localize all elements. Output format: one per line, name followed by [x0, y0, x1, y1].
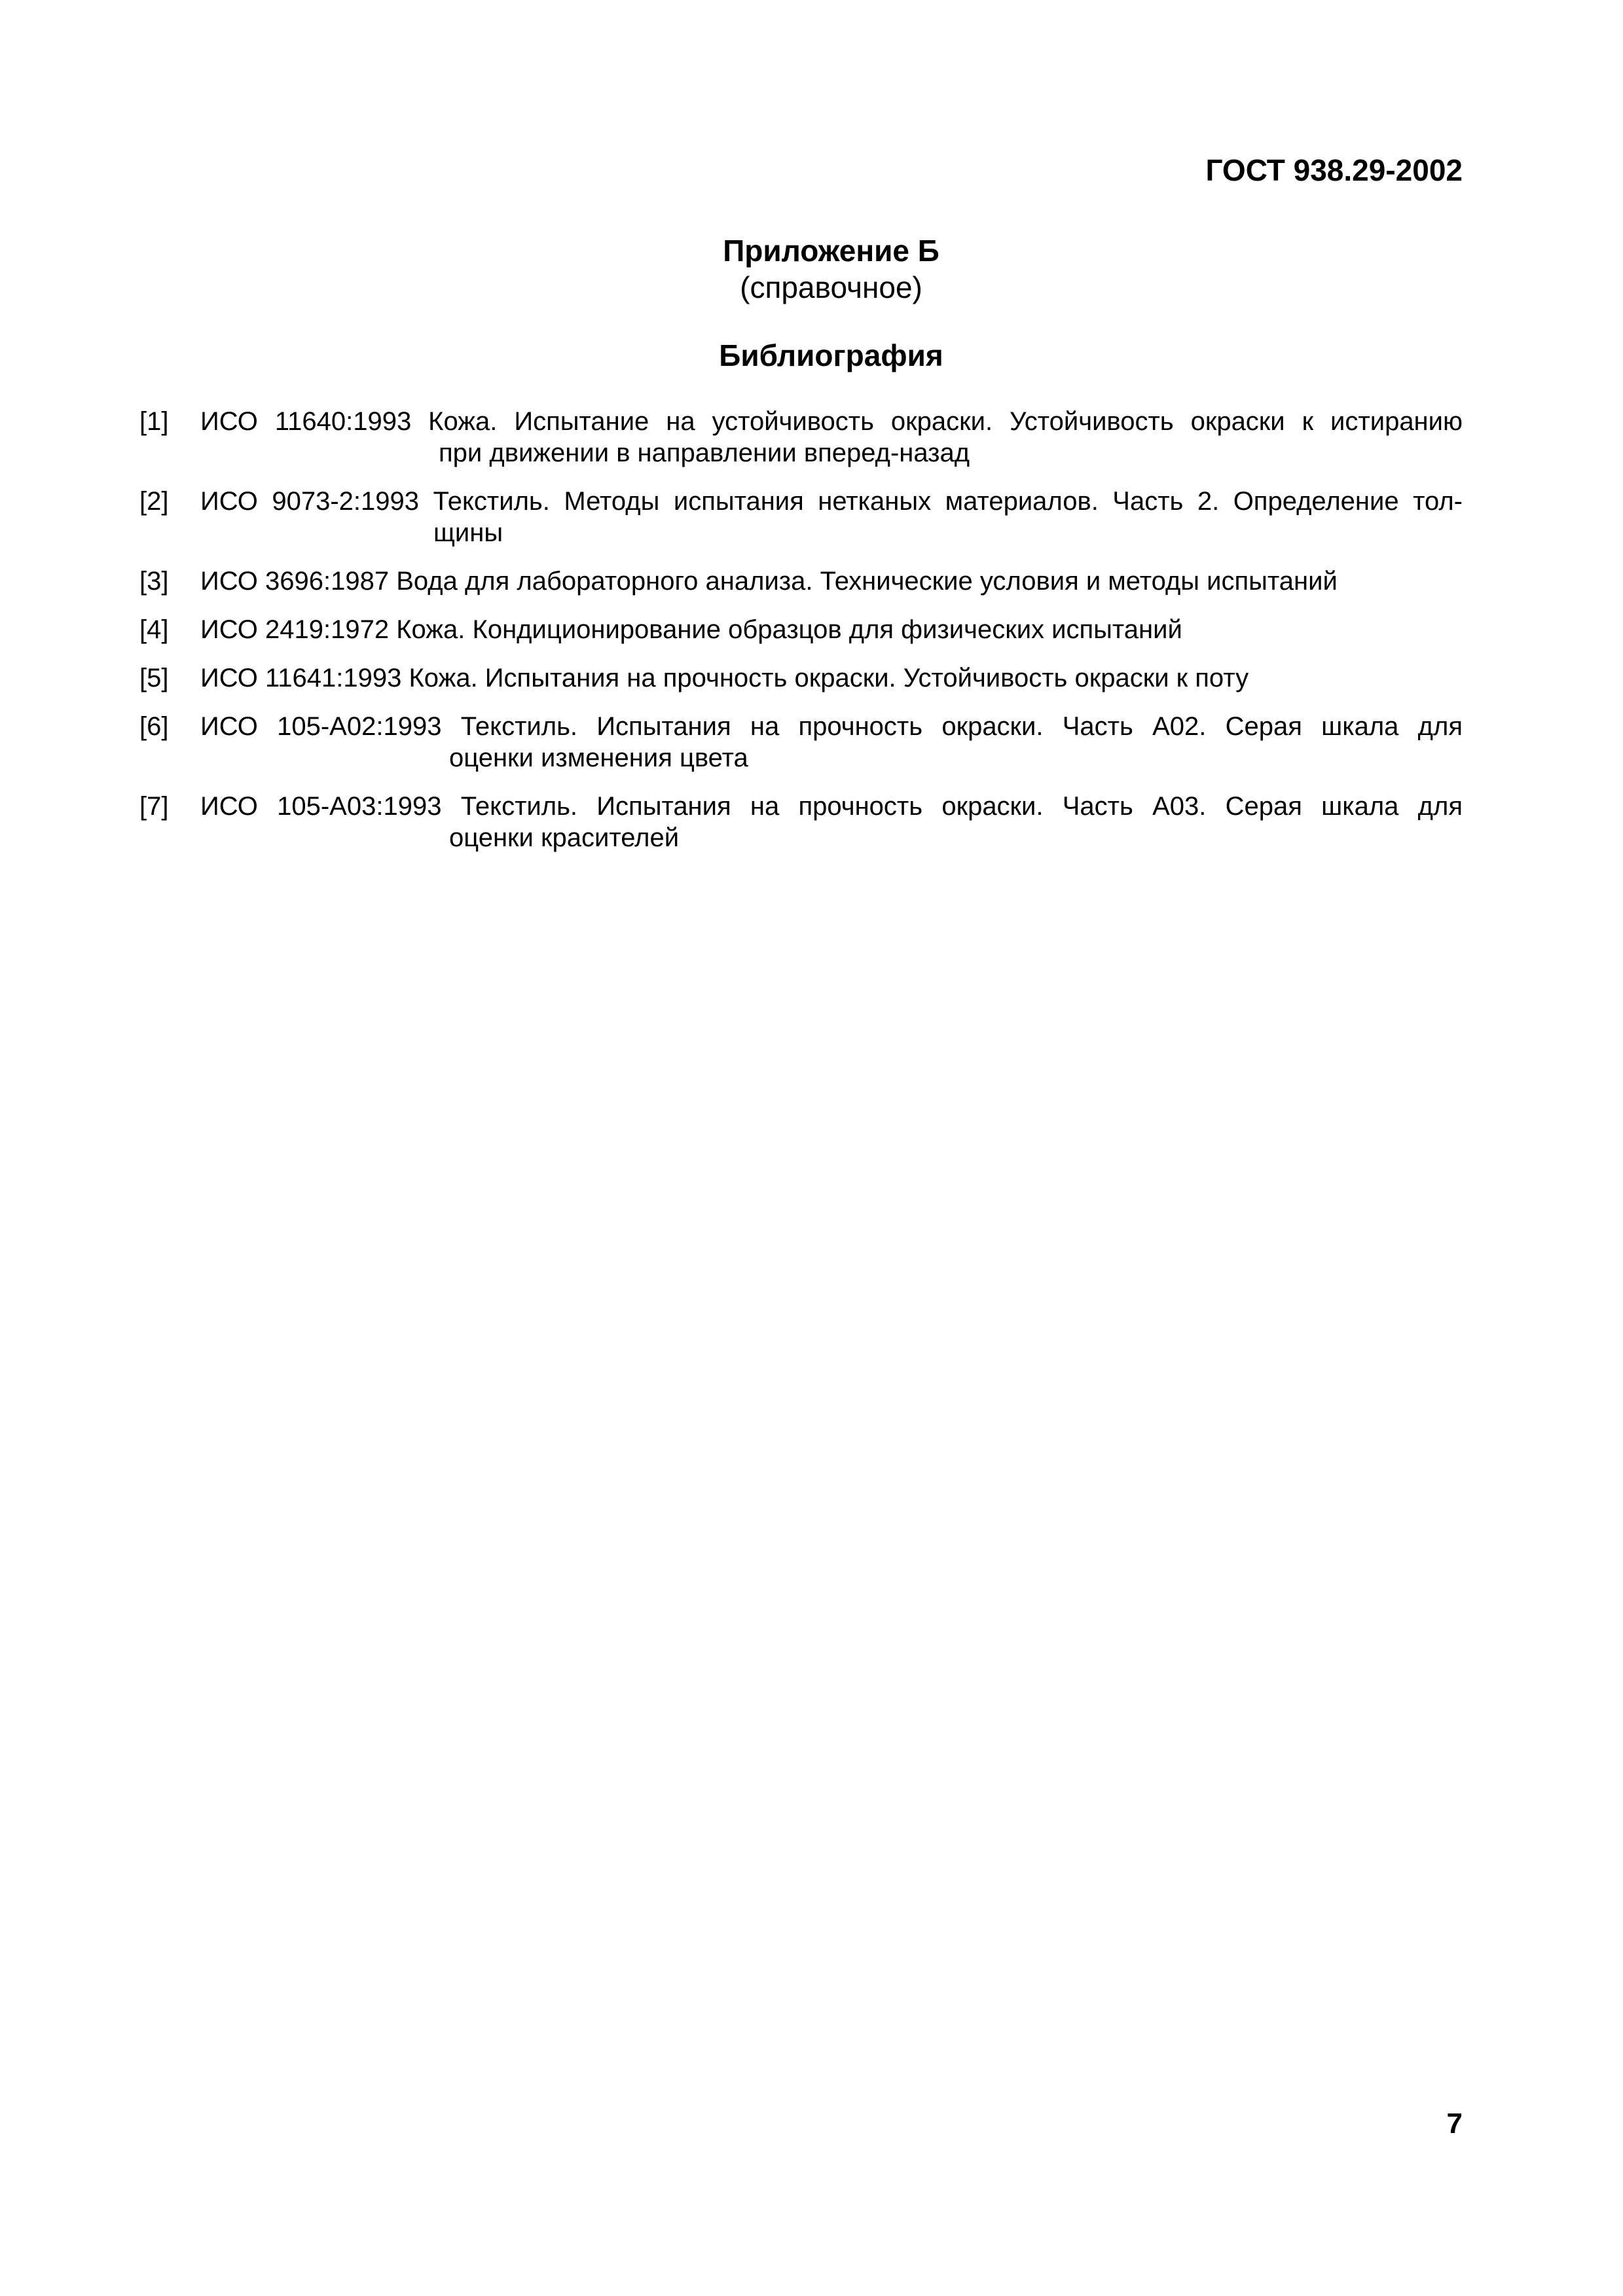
bibliography-item — [139, 565, 1463, 597]
reference-number: [6] — [139, 712, 169, 741]
bibliography-title: Библиография — [719, 338, 943, 372]
reference-title: Кожа. Испытание на устойчивость окраски. Устойчивость окраски к истиранию — [428, 407, 1463, 436]
reference-number: [4] — [139, 615, 169, 644]
reference-title: Текстиль. Испытания на прочность окраски. Часть А02. Серая шкала для — [460, 712, 1463, 741]
reference-number: [2] — [139, 487, 169, 516]
reference-body — [200, 614, 1463, 645]
reference-body — [200, 711, 1463, 742]
bibliography-list — [139, 406, 1463, 870]
reference-body — [200, 486, 1463, 517]
reference-title-continuation: оценки изменения цвета — [449, 744, 748, 772]
reference-title-continuation: щины — [433, 518, 503, 547]
bibliography-item — [139, 486, 1463, 548]
bibliography-item — [139, 614, 1463, 645]
reference-body — [200, 406, 1463, 437]
reference-body — [200, 791, 1463, 822]
bibliography-item — [139, 711, 1463, 774]
reference-code: ИСО 105-А02:1993 — [200, 712, 442, 741]
bibliography-item — [139, 791, 1463, 853]
reference-code: ИСО 11640:1993 — [200, 407, 412, 436]
reference-title: Кожа. Кондиционирование образцов для физических испытаний — [396, 615, 1182, 644]
document-code: ГОСТ 938.29-2002 — [1205, 153, 1463, 187]
reference-body — [200, 662, 1463, 694]
bibliography-item — [139, 406, 1463, 469]
reference-title-continuation: при движении в направлении вперед-назад — [439, 439, 970, 467]
appendix-heading — [0, 232, 1623, 306]
reference-code: ИСО 2419:1972 — [200, 615, 390, 644]
reference-code: ИСО 3696:1987 — [200, 567, 390, 596]
reference-number: [5] — [139, 664, 169, 692]
reference-title: Текстиль. Методы испытания нетканых материалов. Часть 2. Определение тол- — [433, 487, 1463, 516]
bibliography-item — [139, 662, 1463, 694]
reference-code: ИСО 9073-2:1993 — [200, 487, 420, 516]
reference-number: [1] — [139, 407, 169, 436]
reference-code: ИСО 11641:1993 — [200, 664, 402, 692]
reference-number: [3] — [139, 567, 169, 596]
reference-code: ИСО 105-А03:1993 — [200, 792, 442, 821]
appendix-note: (справочное) — [740, 270, 922, 304]
appendix-title: Приложение Б — [723, 234, 939, 268]
reference-title: Кожа. Испытания на прочность окраски. Устойчивость окраски к поту — [409, 664, 1249, 692]
reference-title-continuation: оценки красителей — [449, 823, 680, 852]
reference-number: [7] — [139, 792, 169, 821]
page-number: 7 — [1446, 2108, 1463, 2140]
reference-title: Вода для лабораторного анализа. Технические условия и методы испытаний — [396, 567, 1338, 596]
reference-body — [200, 565, 1463, 597]
reference-title: Текстиль. Испытания на прочность окраски. Часть А03. Серая шкала для — [460, 792, 1463, 821]
